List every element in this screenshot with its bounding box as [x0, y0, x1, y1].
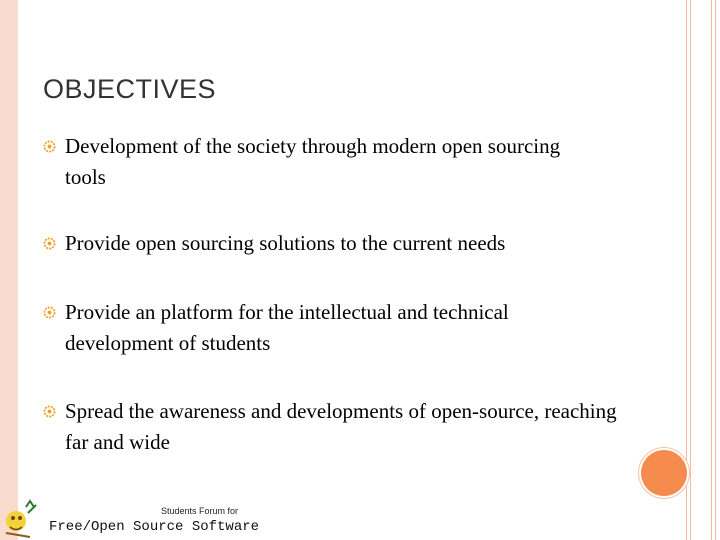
bullet-text: Provide open sourcing solutions to the current needs [65, 231, 506, 255]
footer-line-1: Students Forum for [161, 506, 239, 516]
bullet-item [43, 396, 635, 458]
gear-bullet-icon [43, 140, 56, 153]
right-decor-line [715, 0, 716, 540]
gear-bullet-icon [43, 237, 56, 250]
bullet-item [43, 228, 625, 259]
gear-bullet-icon [43, 306, 56, 319]
right-decor-line [686, 0, 687, 540]
bullet-text: Development of the society through modern open sourcing tools [65, 134, 561, 189]
footer-line-2: Free/Open Source Software [49, 519, 260, 535]
bullet-item [43, 131, 565, 193]
decorative-circle [641, 450, 687, 496]
slide-title: OBJECTIVES [43, 74, 217, 104]
forum-logo-icon [0, 497, 40, 540]
bullet-item [43, 297, 595, 359]
right-decor-line [711, 0, 712, 540]
gear-bullet-icon [43, 405, 56, 418]
bullet-text: Spread the awareness and developments of open-source, reaching far and wide [65, 399, 617, 454]
right-decor-line [690, 0, 691, 540]
left-border [0, 0, 18, 540]
bullet-text: Provide an platform for the intellectual and technical development of students [65, 300, 509, 355]
